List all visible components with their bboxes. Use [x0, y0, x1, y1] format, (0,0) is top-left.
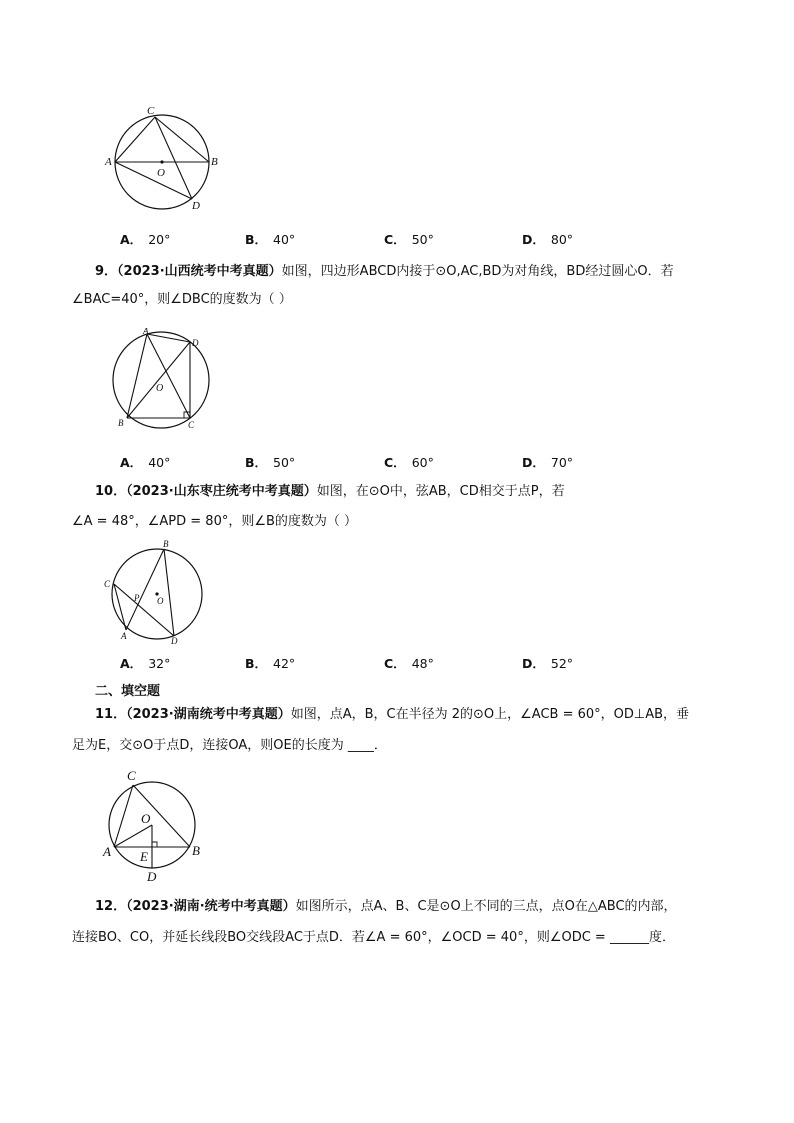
q8-label-c: C	[147, 105, 155, 117]
q9-label-c: C	[188, 420, 195, 430]
q11-label-c: C	[127, 768, 136, 783]
q8-label-d: D	[192, 200, 200, 212]
q8-label-o: O	[157, 167, 165, 179]
q10-option-b[interactable]: B． 42°	[245, 656, 296, 671]
q11-label-a: A	[103, 844, 111, 859]
q10-label-b: B	[163, 539, 169, 549]
q8-label-a: A	[105, 156, 112, 168]
q11-stem-line2: 足为E，交⊙O于点D，连接OA，则OE的长度为 ____．	[72, 738, 387, 753]
q10-figure	[100, 538, 210, 648]
q11-label-b: B	[192, 843, 200, 858]
q8-option-d[interactable]: D． 80°	[522, 232, 574, 247]
q10-label-a: A	[121, 631, 127, 641]
q8-option-a[interactable]: A． 20°	[120, 232, 171, 247]
q11-stem-line1: 11．（2023·湖南统考中考真题）如图，点A，B，C在半径为 2的⊙O上，∠ACB = 60°，OD⊥AB，垂	[95, 707, 690, 722]
q10-stem-line2: ∠A = 48°，∠APD = 80°，则∠B的度数为（ ）	[72, 514, 358, 529]
section-fill-in-title: 二、填空题	[95, 684, 161, 699]
q9-stem-line2: ∠BAC=40°，则∠DBC的度数为（ ）	[72, 292, 292, 307]
q8-label-b: B	[211, 156, 218, 168]
q8-option-c[interactable]: C． 50°	[384, 232, 434, 247]
q9-option-b[interactable]: B． 50°	[245, 455, 296, 470]
q9-label-o: O	[156, 383, 164, 394]
q9-option-a[interactable]: A． 40°	[120, 455, 171, 470]
q9-stem-line1: 9．（2023·山西统考中考真题）如图，四边形ABCD内接于⊙O,AC,BD为对角线，BD经过圆心O．若	[95, 264, 674, 279]
q10-option-a[interactable]: A． 32°	[120, 656, 171, 671]
q10-option-d[interactable]: D． 52°	[522, 656, 574, 671]
q9-option-d[interactable]: D． 70°	[522, 455, 574, 470]
q8-option-b[interactable]: B． 40°	[245, 232, 296, 247]
q9-label-b: B	[118, 418, 124, 428]
q8-figure	[100, 100, 230, 215]
q10-label-d: D	[171, 636, 178, 646]
q10-label-o: O	[157, 596, 164, 606]
q11-label-e: E	[140, 849, 148, 864]
q11-figure	[100, 765, 210, 885]
q9-figure	[105, 328, 220, 433]
q10-stem-line1: 10．（2023·山东枣庄统考中考真题）如图，在⊙O中，弦AB，CD相交于点P，若	[95, 484, 565, 499]
q9-label-d: D	[192, 338, 199, 348]
q11-label-o: O	[141, 811, 151, 826]
q12-stem-line2: 连接BO、CO，并延长线段BO交线段AC于点D．若∠A = 60°，∠OCD = 40°，则∠ODC = ______度．	[72, 930, 675, 945]
q10-label-p: P	[134, 593, 140, 603]
q11-label-d: D	[147, 869, 157, 884]
q10-option-c[interactable]: C． 48°	[384, 656, 434, 671]
q12-stem-line1: 12．（2023·湖南·统考中考真题）如图所示，点A、B、C是⊙O上不同的三点，点O在△ABC的内部，	[95, 899, 677, 914]
q9-option-c[interactable]: C． 60°	[384, 455, 434, 470]
q9-label-a: A	[143, 328, 149, 336]
q10-label-c: C	[104, 579, 111, 589]
